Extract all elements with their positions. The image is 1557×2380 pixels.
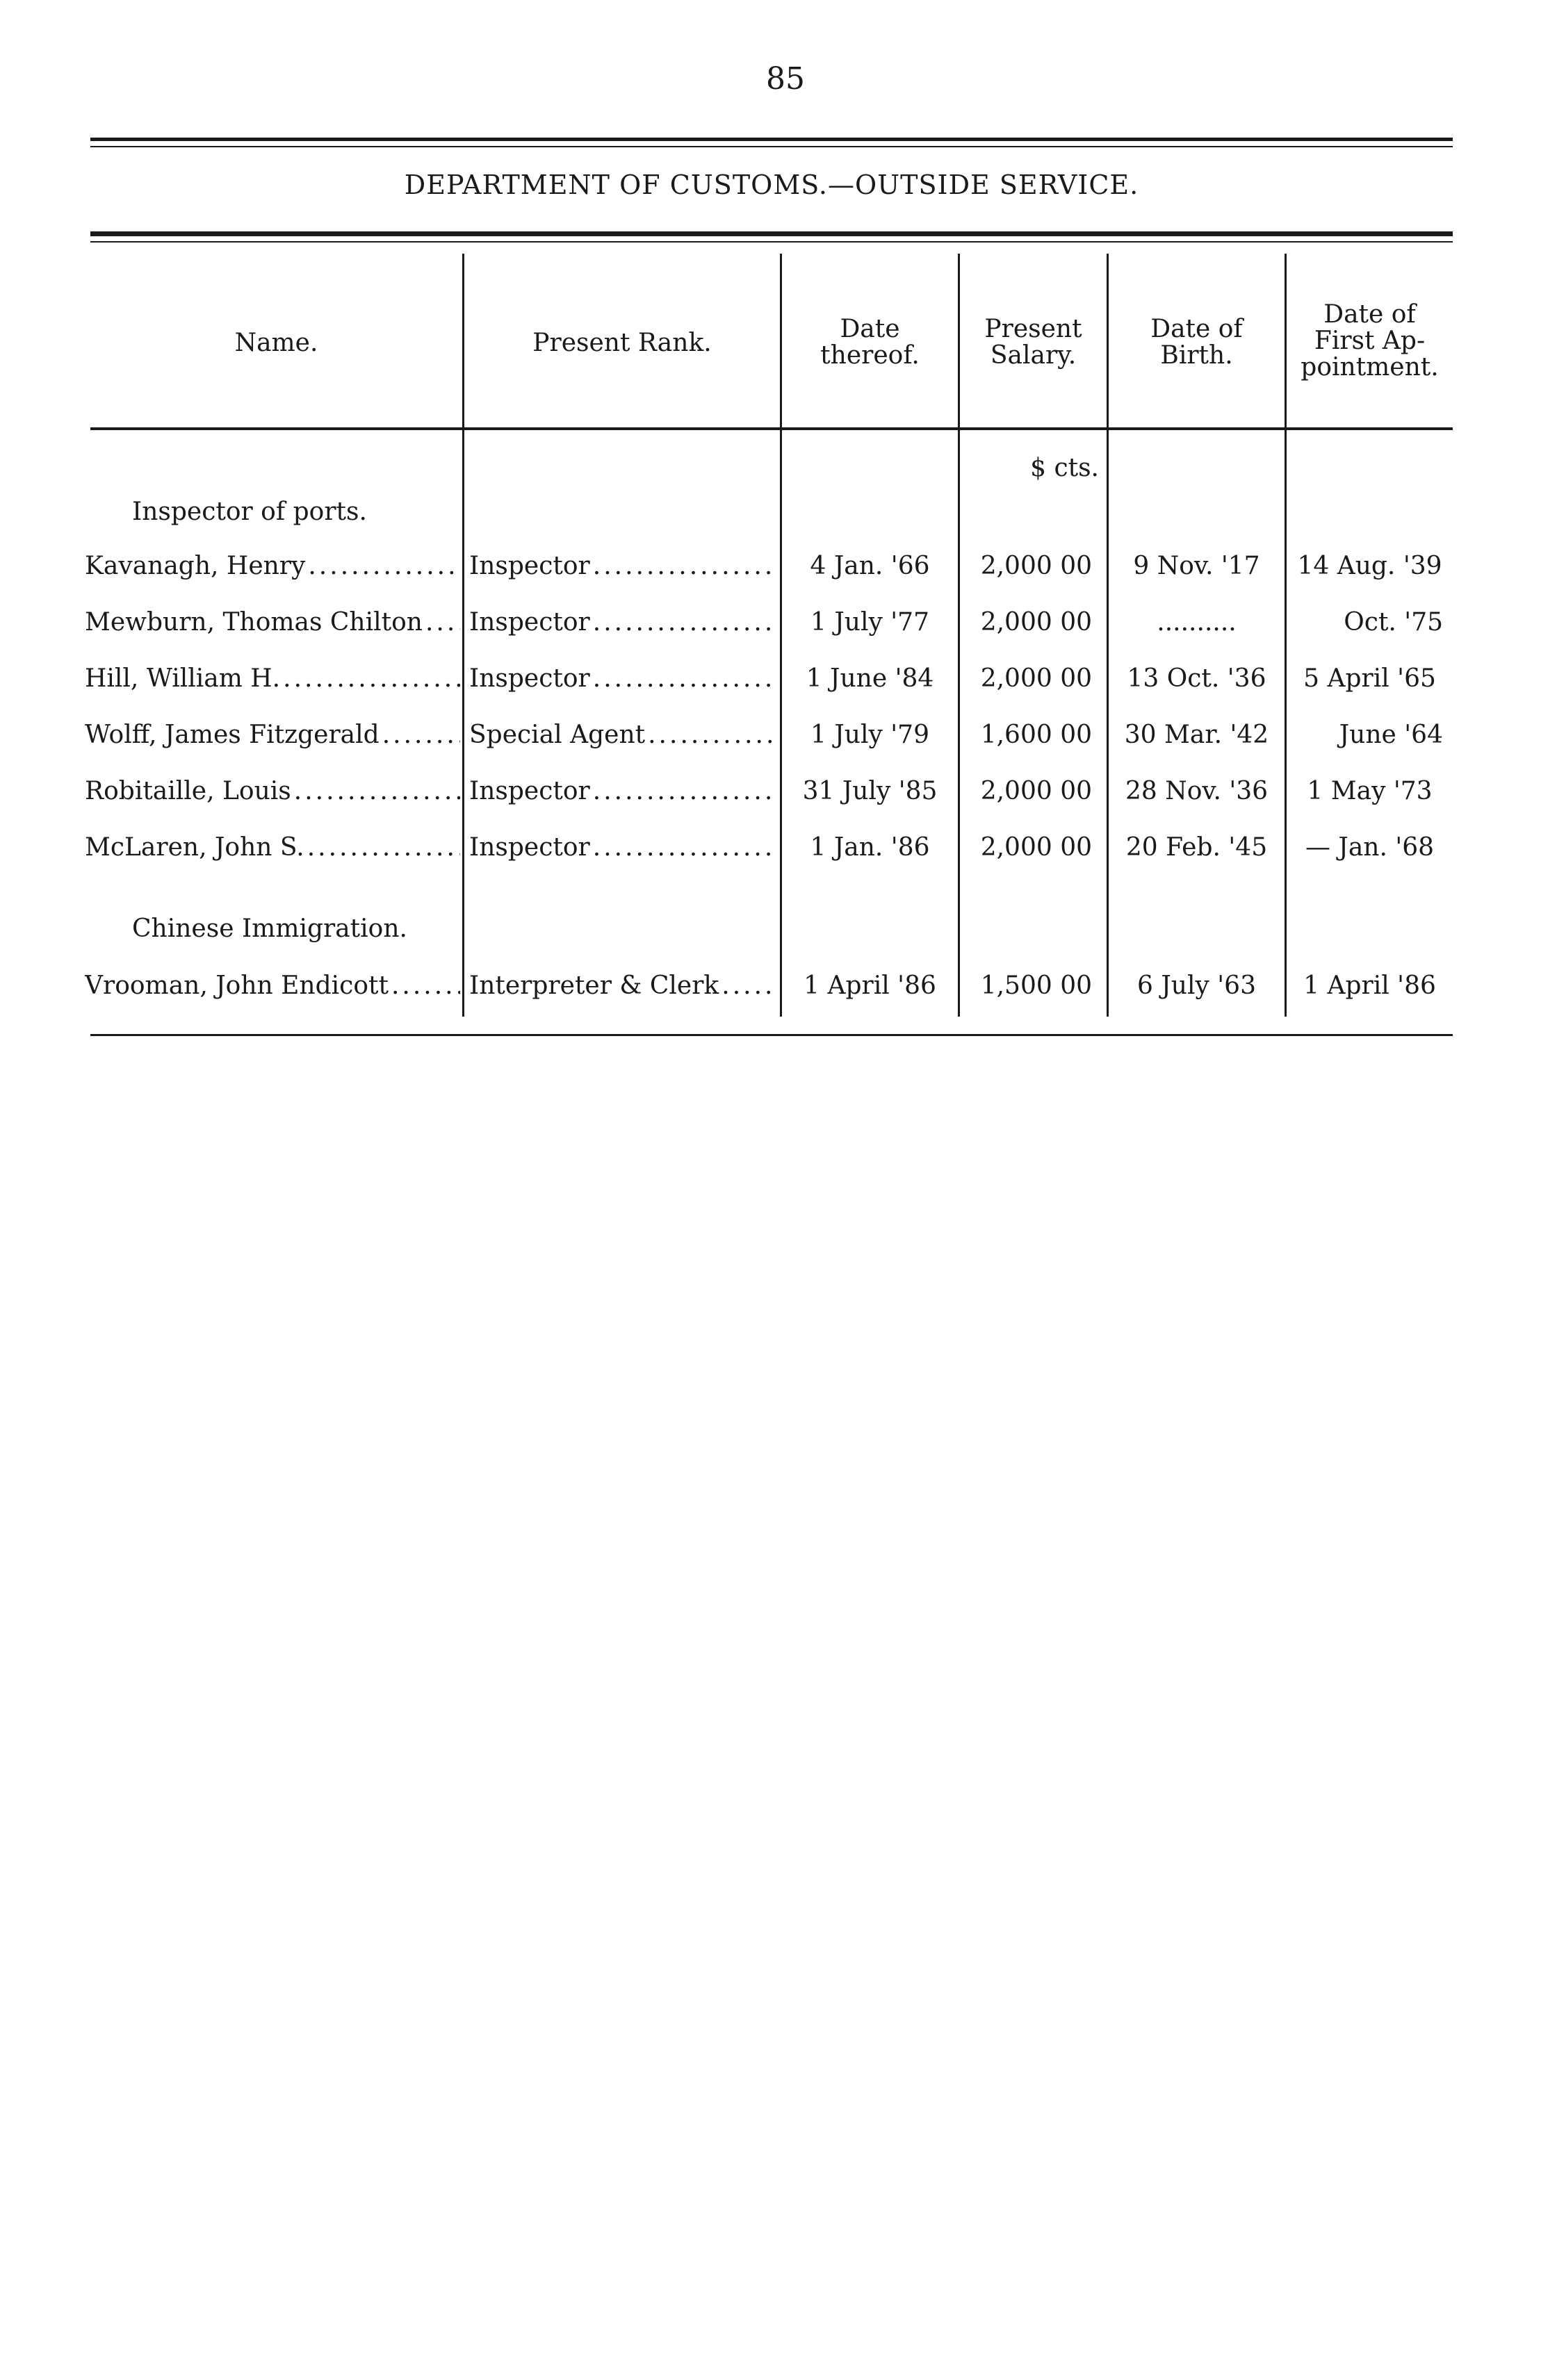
table-row-birth: 9 Nov. '17: [1133, 552, 1260, 580]
table-row-date-thereof: 1 July '77: [810, 608, 929, 637]
header-date-thereof: Date thereof.: [820, 315, 920, 370]
table-row-birth: 28 Nov. '36: [1125, 777, 1269, 805]
table-row-date-thereof: 31 July '85: [802, 777, 938, 805]
column-separator: [462, 254, 464, 1017]
title-rule-thin: [90, 241, 1453, 243]
table-row-appointment: 1 April '86: [1303, 971, 1436, 1000]
table-row-birth: 6 July '63: [1137, 971, 1256, 1000]
table-row-rank: Interpreter & Clerk .....: [469, 971, 775, 1001]
table-row-birth: 13 Oct. '36: [1127, 664, 1266, 693]
table-row-appointment: Oct. '75: [1344, 608, 1443, 637]
table-row-name: Hill, William H. .....: [85, 664, 460, 694]
table-row-name: Kavanagh, Henry .....: [85, 551, 460, 582]
header-name: Name.: [234, 329, 318, 357]
table-row-name: Vrooman, John Endicott .....: [85, 971, 460, 1001]
top-rule-thin: [90, 146, 1453, 147]
page-number: 85: [766, 61, 805, 97]
table-row-rank: Inspector .....: [469, 832, 775, 863]
table-row-birth: ..........: [1157, 608, 1237, 637]
table-row-salary: 2,000 00: [980, 608, 1092, 637]
table-row-rank: Inspector .....: [469, 607, 775, 638]
table-row-rank: Inspector .....: [469, 551, 775, 582]
top-rule-thick: [90, 138, 1453, 141]
table-row-date-thereof: 1 June '84: [806, 664, 934, 693]
table-row-birth: 20 Feb. '45: [1125, 833, 1268, 862]
table-row-appointment: 1 May '73: [1307, 777, 1433, 805]
header-rule: [90, 427, 1453, 430]
table-row-salary: 1,500 00: [980, 971, 1092, 1000]
table-row-date-thereof: 1 Jan. '86: [810, 833, 930, 862]
table-row-salary: 2,000 00: [980, 833, 1092, 862]
table-row-appointment: June '64: [1339, 721, 1443, 749]
table-row-date-thereof: 1 July '79: [810, 721, 929, 749]
header-first-appointment: Date of First Ap- pointment.: [1301, 300, 1439, 381]
table-row-appointment: — Jan. '68: [1305, 833, 1435, 862]
header-birth: Date of Birth.: [1150, 315, 1243, 370]
table-row-date-thereof: 4 Jan. '66: [810, 552, 930, 580]
table-row-appointment: 14 Aug. '39: [1297, 552, 1442, 580]
table-row-name: Wolff, James Fitzgerald .....: [85, 720, 460, 750]
table-row-rank: Inspector .....: [469, 776, 775, 807]
salary-units: $ cts.: [1030, 454, 1099, 482]
table-row-name: Mewburn, Thomas Chilton .....: [85, 607, 460, 638]
table-row-birth: 30 Mar. '42: [1124, 721, 1269, 749]
page-title: DEPARTMENT OF CUSTOMS.—OUTSIDE SERVICE.: [404, 170, 1139, 200]
table-row-date-thereof: 1 April '86: [804, 971, 936, 1000]
table-bottom-rule: [90, 1034, 1453, 1036]
section-heading: Chinese Immigration.: [132, 914, 407, 943]
title-rule-thick: [90, 231, 1453, 236]
table-row-name: McLaren, John S. .....: [85, 832, 460, 863]
section-heading: Inspector of ports.: [132, 498, 367, 526]
table-row-rank: Special Agent .....: [469, 720, 775, 750]
table-row-name: Robitaille, Louis .....: [85, 776, 460, 807]
table-row-salary: 2,000 00: [980, 664, 1092, 693]
table-row-appointment: 5 April '65: [1303, 664, 1436, 693]
table-row-salary: 1,600 00: [980, 721, 1092, 749]
header-salary: Present Salary.: [984, 315, 1082, 370]
table-row-salary: 2,000 00: [980, 777, 1092, 805]
table-row-salary: 2,000 00: [980, 552, 1092, 580]
table-row-rank: Inspector .....: [469, 664, 775, 694]
header-rank: Present Rank.: [532, 329, 712, 357]
